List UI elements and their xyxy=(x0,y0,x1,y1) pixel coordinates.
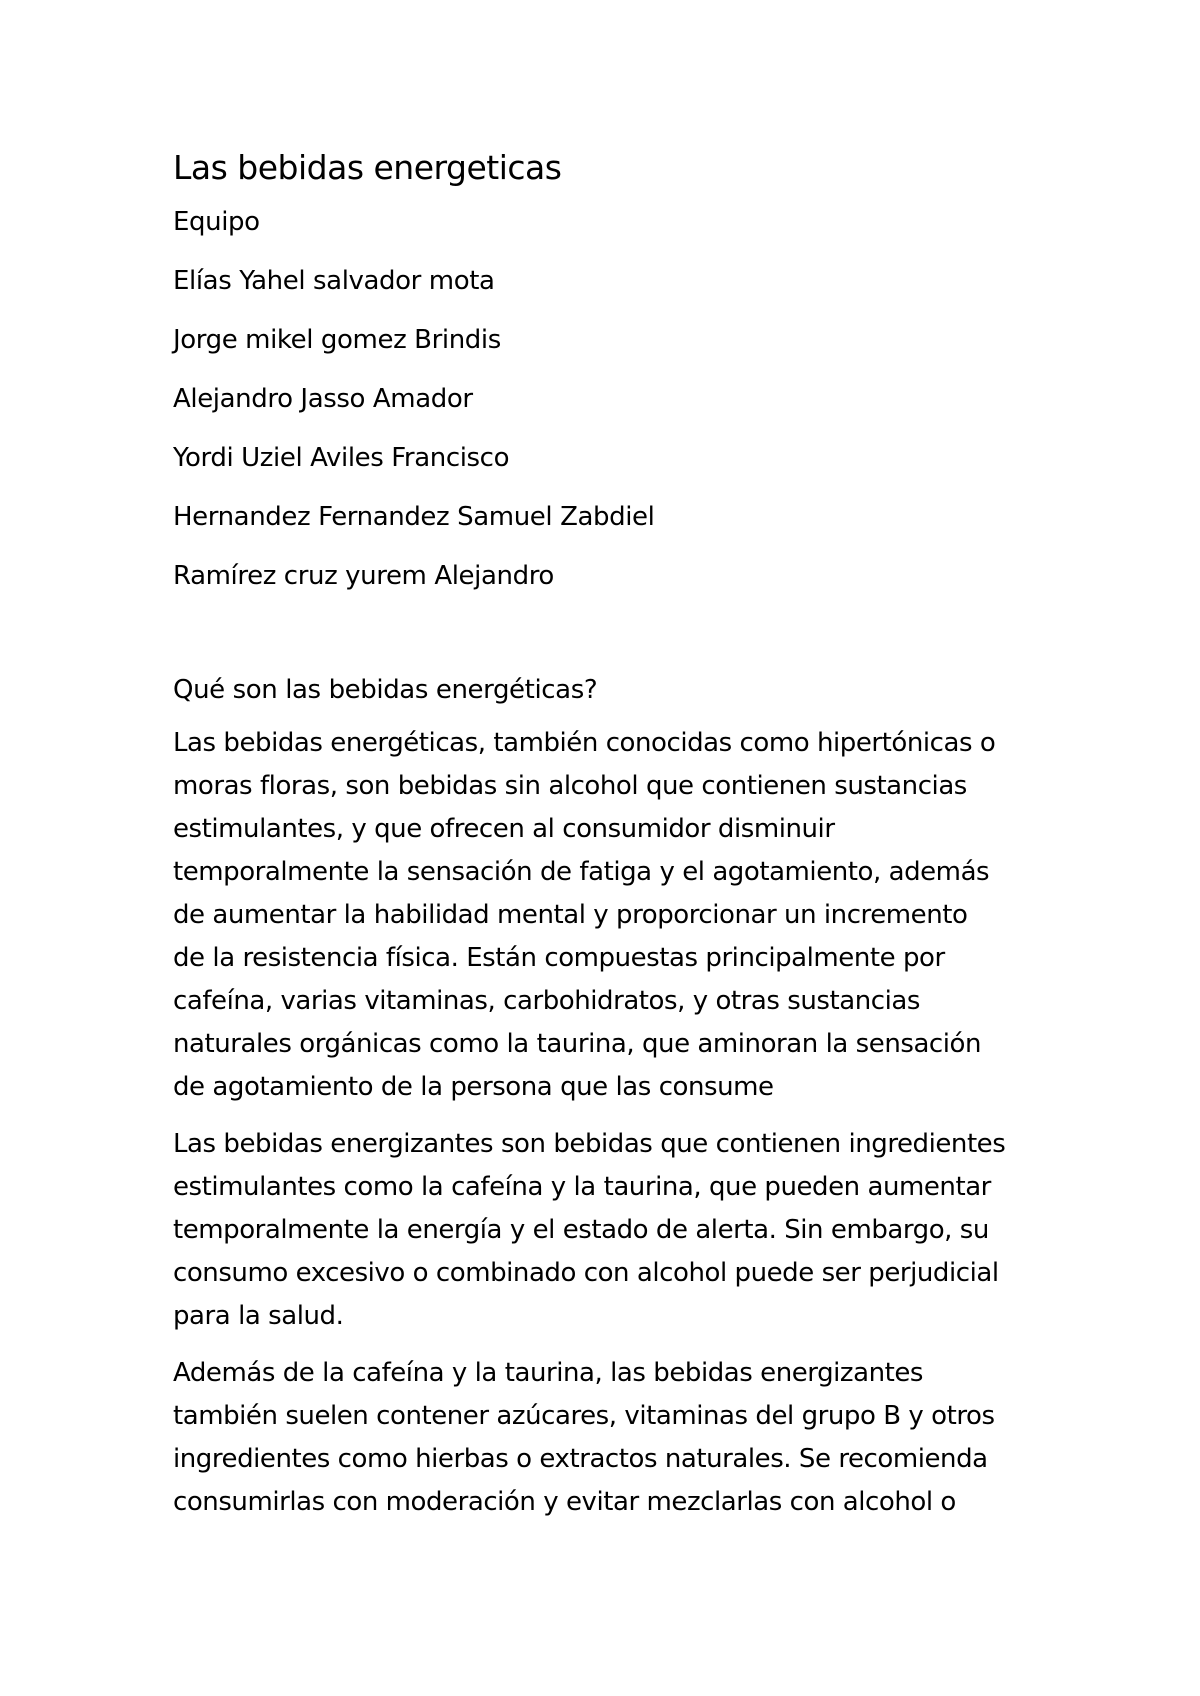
team-member: Yordi Uziel Aviles Francisco xyxy=(173,443,510,473)
paragraph-ingredientes xyxy=(173,1352,1053,1524)
team-label: Equipo xyxy=(173,207,260,237)
paragraph-energizantes xyxy=(173,1123,1053,1338)
paragraph-line: ingredientes como hierbas o extractos naturales. Se recomienda xyxy=(173,1444,988,1474)
paragraph-line: temporalmente la energía y el estado de alerta. Sin embargo, su xyxy=(173,1215,989,1245)
paragraph-line: consumirlas con moderación y evitar mezclarlas con alcohol o xyxy=(173,1487,956,1517)
paragraph-line: de la resistencia física. Están compuestas principalmente por xyxy=(173,943,945,973)
team-member: Ramírez cruz yurem Alejandro xyxy=(173,561,554,591)
paragraph-line: de aumentar la habilidad mental y proporcionar un incremento xyxy=(173,900,968,930)
document-title: Las bebidas energeticas xyxy=(173,148,562,187)
paragraph-line: Las bebidas energizantes son bebidas que contienen ingredientes xyxy=(173,1129,1006,1159)
paragraph-line: Además de la cafeína y la taurina, las bebidas energizantes xyxy=(173,1358,924,1388)
team-member: Alejandro Jasso Amador xyxy=(173,384,473,414)
paragraph-line: temporalmente la sensación de fatiga y el agotamiento, además xyxy=(173,857,990,887)
team-member: Hernandez Fernandez Samuel Zabdiel xyxy=(173,502,655,532)
paragraph-line: estimulantes, y que ofrecen al consumidor disminuir xyxy=(173,814,835,844)
section-question: Qué son las bebidas energéticas? xyxy=(173,675,598,705)
paragraph-line: también suelen contener azúcares, vitaminas del grupo B y otros xyxy=(173,1401,995,1431)
paragraph-line: estimulantes como la cafeína y la taurina, que pueden aumentar xyxy=(173,1172,991,1202)
team-member: Elías Yahel salvador mota xyxy=(173,266,495,296)
team-member: Jorge mikel gomez Brindis xyxy=(173,325,501,355)
paragraph-line: naturales orgánicas como la taurina, que aminoran la sensación xyxy=(173,1029,982,1059)
paragraph-definition xyxy=(173,722,1053,1109)
paragraph-line: Las bebidas energéticas, también conocidas como hipertónicas o xyxy=(173,728,996,758)
paragraph-line: consumo excesivo o combinado con alcohol puede ser perjudicial xyxy=(173,1258,999,1288)
document-body xyxy=(173,146,1053,1538)
paragraph-line: cafeína, varias vitaminas, carbohidratos, y otras sustancias xyxy=(173,986,920,1016)
paragraph-line: de agotamiento de la persona que las consume xyxy=(173,1072,774,1102)
paragraph-line: para la salud. xyxy=(173,1301,344,1331)
paragraph-line: moras floras, son bebidas sin alcohol que contienen sustancias xyxy=(173,771,967,801)
